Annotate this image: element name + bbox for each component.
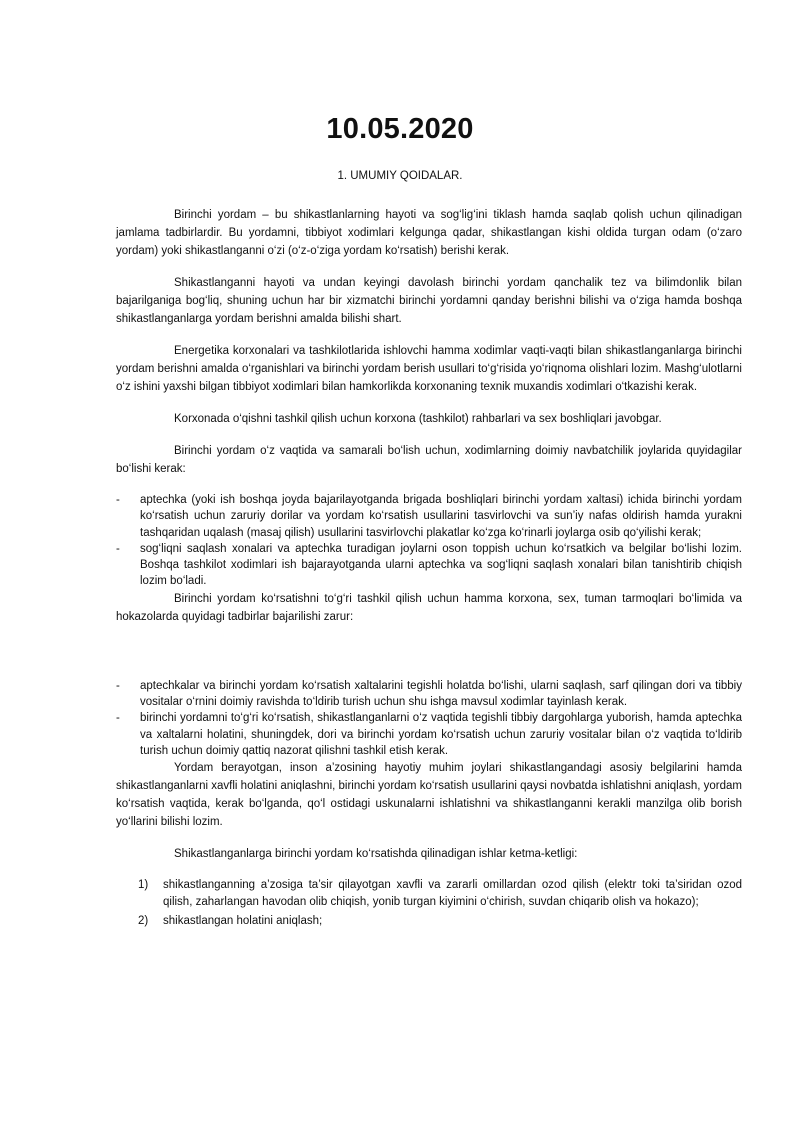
list-item-text: sog‘liqni saqlash xonalari va aptechka turadigan joylarni oson toppish uchun ko‘rsatkich va belgilar bo‘lishi lozim. Boshqa tashkilot xodimlari ish bajarayotganda ularni aptechka va sog‘liqni saqlash xonalari bilan tanishtirib chiqish lozim bo‘ladi. — [140, 542, 742, 588]
list-item-text: birinchi yordamni to‘g‘ri ko‘rsatish, shikastlanganlarni o‘z vaqtida tegishli tibbiy dargohlarga yuborish, hamda aptechka va xaltalarni holatini, shuningdek, dori va birinchi yordam ko‘rsatish uchun zaruriy vositalar bilan o‘z vaqtida to‘ldirib turish uchun doimiy qattiq nazorat qilishni tashkil etish kerak. — [140, 712, 742, 757]
dash-list-measures — [116, 678, 742, 759]
dash-marker: - — [116, 712, 120, 725]
list-item — [116, 492, 742, 541]
spacer — [116, 626, 742, 678]
numbered-item-text: shikastlangan holatini aniqlash; — [163, 914, 323, 927]
paragraph: Energetika korxonalari va tashkilotlarida ishlovchi hamma xodimlar vaqti-vaqti bilan shikastlanganlarga birinchi yordam berishni amalda o‘rganishlari va birinchi yordam berish usullari to‘g‘risida yo‘riqnoma olishlari lozim. Mashg‘ulotlarni o‘z ishini yaxshi bilgan tibbiyot xodimlari bilan hamkorlikda korxonaning texnik muxandis xodimlari o‘tkazishi kerak. — [116, 345, 742, 393]
numbered-item — [116, 877, 742, 910]
dash-marker: - — [116, 494, 120, 506]
list-item-text: aptechkalar va birinchi yordam ko‘rsatish xaltalarini tegishli holatda bo‘lishi, ularni saqlash, sarf qilingan dori va tibbiy vositalar o‘rnini doimiy ravishda to‘ldirib turish uchun shu ishga mavsul xodimlar tayinlash kerak. — [140, 679, 742, 709]
document-title: 10.05.2020 — [326, 113, 474, 145]
paragraph: Korxonada o‘qishni tashkil qilish uchun korxona (tashkilot) rahbarlari va sex boshliqlari javobgar. — [174, 413, 662, 425]
section-heading: 1. UMUMIY QOIDALAR. — [337, 170, 463, 182]
dash-marker: - — [116, 679, 120, 692]
paragraph: Shikastlanganlarga birinchi yordam ko‘rsatishda qilinadigan ishlar ketma-ketligi: — [174, 848, 578, 861]
numbered-item — [116, 913, 742, 929]
list-item — [116, 678, 742, 711]
paragraph: Birinchi yordam – bu shikastlanlarning hayoti va sog‘lig‘ini tiklash hamda saqlab qolish uchun qilinadigan jamlama tadbirlardir. Bu yordamni, tibbiyot xodimlari kelgunga qadar, shikastlangan kishi oldida turgan odam (o‘zaro yordam) yoki shikastlanganni o‘zi (o‘z-o‘ziga yordam ko‘rsatish) berishi kerak. — [116, 209, 742, 257]
paragraph: Shikastlanganni hayoti va undan keyingi davolash birinchi yordam qanchalik tez va bilimdonlik bilan bajarilganiga bog‘liq, shuning uchun har bir xizmatchi birinchi yordamni qanday berishni bilishi va o‘ziga hamda boshqa shikastlanganlarga yordam berishni amalda bilishi shart. — [116, 277, 742, 325]
number-marker: 1) — [138, 879, 149, 892]
document-body — [116, 206, 742, 932]
list-item — [116, 541, 742, 590]
paragraph: Birinchi yordam o‘z vaqtida va samarali bo‘lish uchun, xodimlarning doimiy navbatchilik joylarida quyidagilar bo‘lishi kerak: — [116, 445, 742, 475]
dash-marker: - — [116, 542, 120, 555]
dash-list-equipment — [116, 492, 742, 590]
list-item — [116, 710, 742, 759]
numbered-item-text: shikastlanganning a’zosiga ta’sir qilayotgan xavfli va zararli omillardan ozod qilish (elektr toki ta’siridan ozod qilish, zaharlangan havodan olib chiqish, yonib turgan kiyimini o‘chirish, suvdan chiqarib olish va hokazo); — [163, 879, 742, 908]
number-marker: 2) — [138, 914, 149, 927]
list-item-text: aptechka (yoki ish boshqa joyda bajarilayotganda brigada boshliqlari birinchi yordam xaltasi) ichida birinchi yordam ko‘rsatish uchun zaruriy dorilar va yordam ko‘rsatish usullarini tasvirlovchi va sun’iy nafas oldirish hamda yurakni tashqaridan uqalash (masaj qilish) usullarini tasvirlovchi plakatlar ko‘zga ko‘rinarli joylarga osib qo‘yilishi kerak; — [140, 494, 742, 539]
paragraph: Birinchi yordam ko‘rsatishni to‘g‘ri tashkil qilish uchun hamma korxona, sex, tuman tarmoqlari bo‘limida va hokazolarda quyidagi tadbirlar bajarilishi zarur: — [116, 592, 742, 623]
numbered-list — [116, 877, 742, 929]
paragraph: Yordam berayotgan, inson a’zosining hayotiy muhim joylari shikastlangandagi asosiy belgilarini hamda shikastlanganlarni xavfli holatini aniqlashni, birinchi yordam ko‘rsatish usullarini qaysi novbatda ishlatishni aniqlash, yordam ko‘rsatish vaqtida, kerak bo‘lganda, qo‘l ostidagi uskunalarni ishlatishni va shikastlanganni kerakli manzilga olib borish yo‘llarini bilishi lozim. — [116, 762, 742, 829]
